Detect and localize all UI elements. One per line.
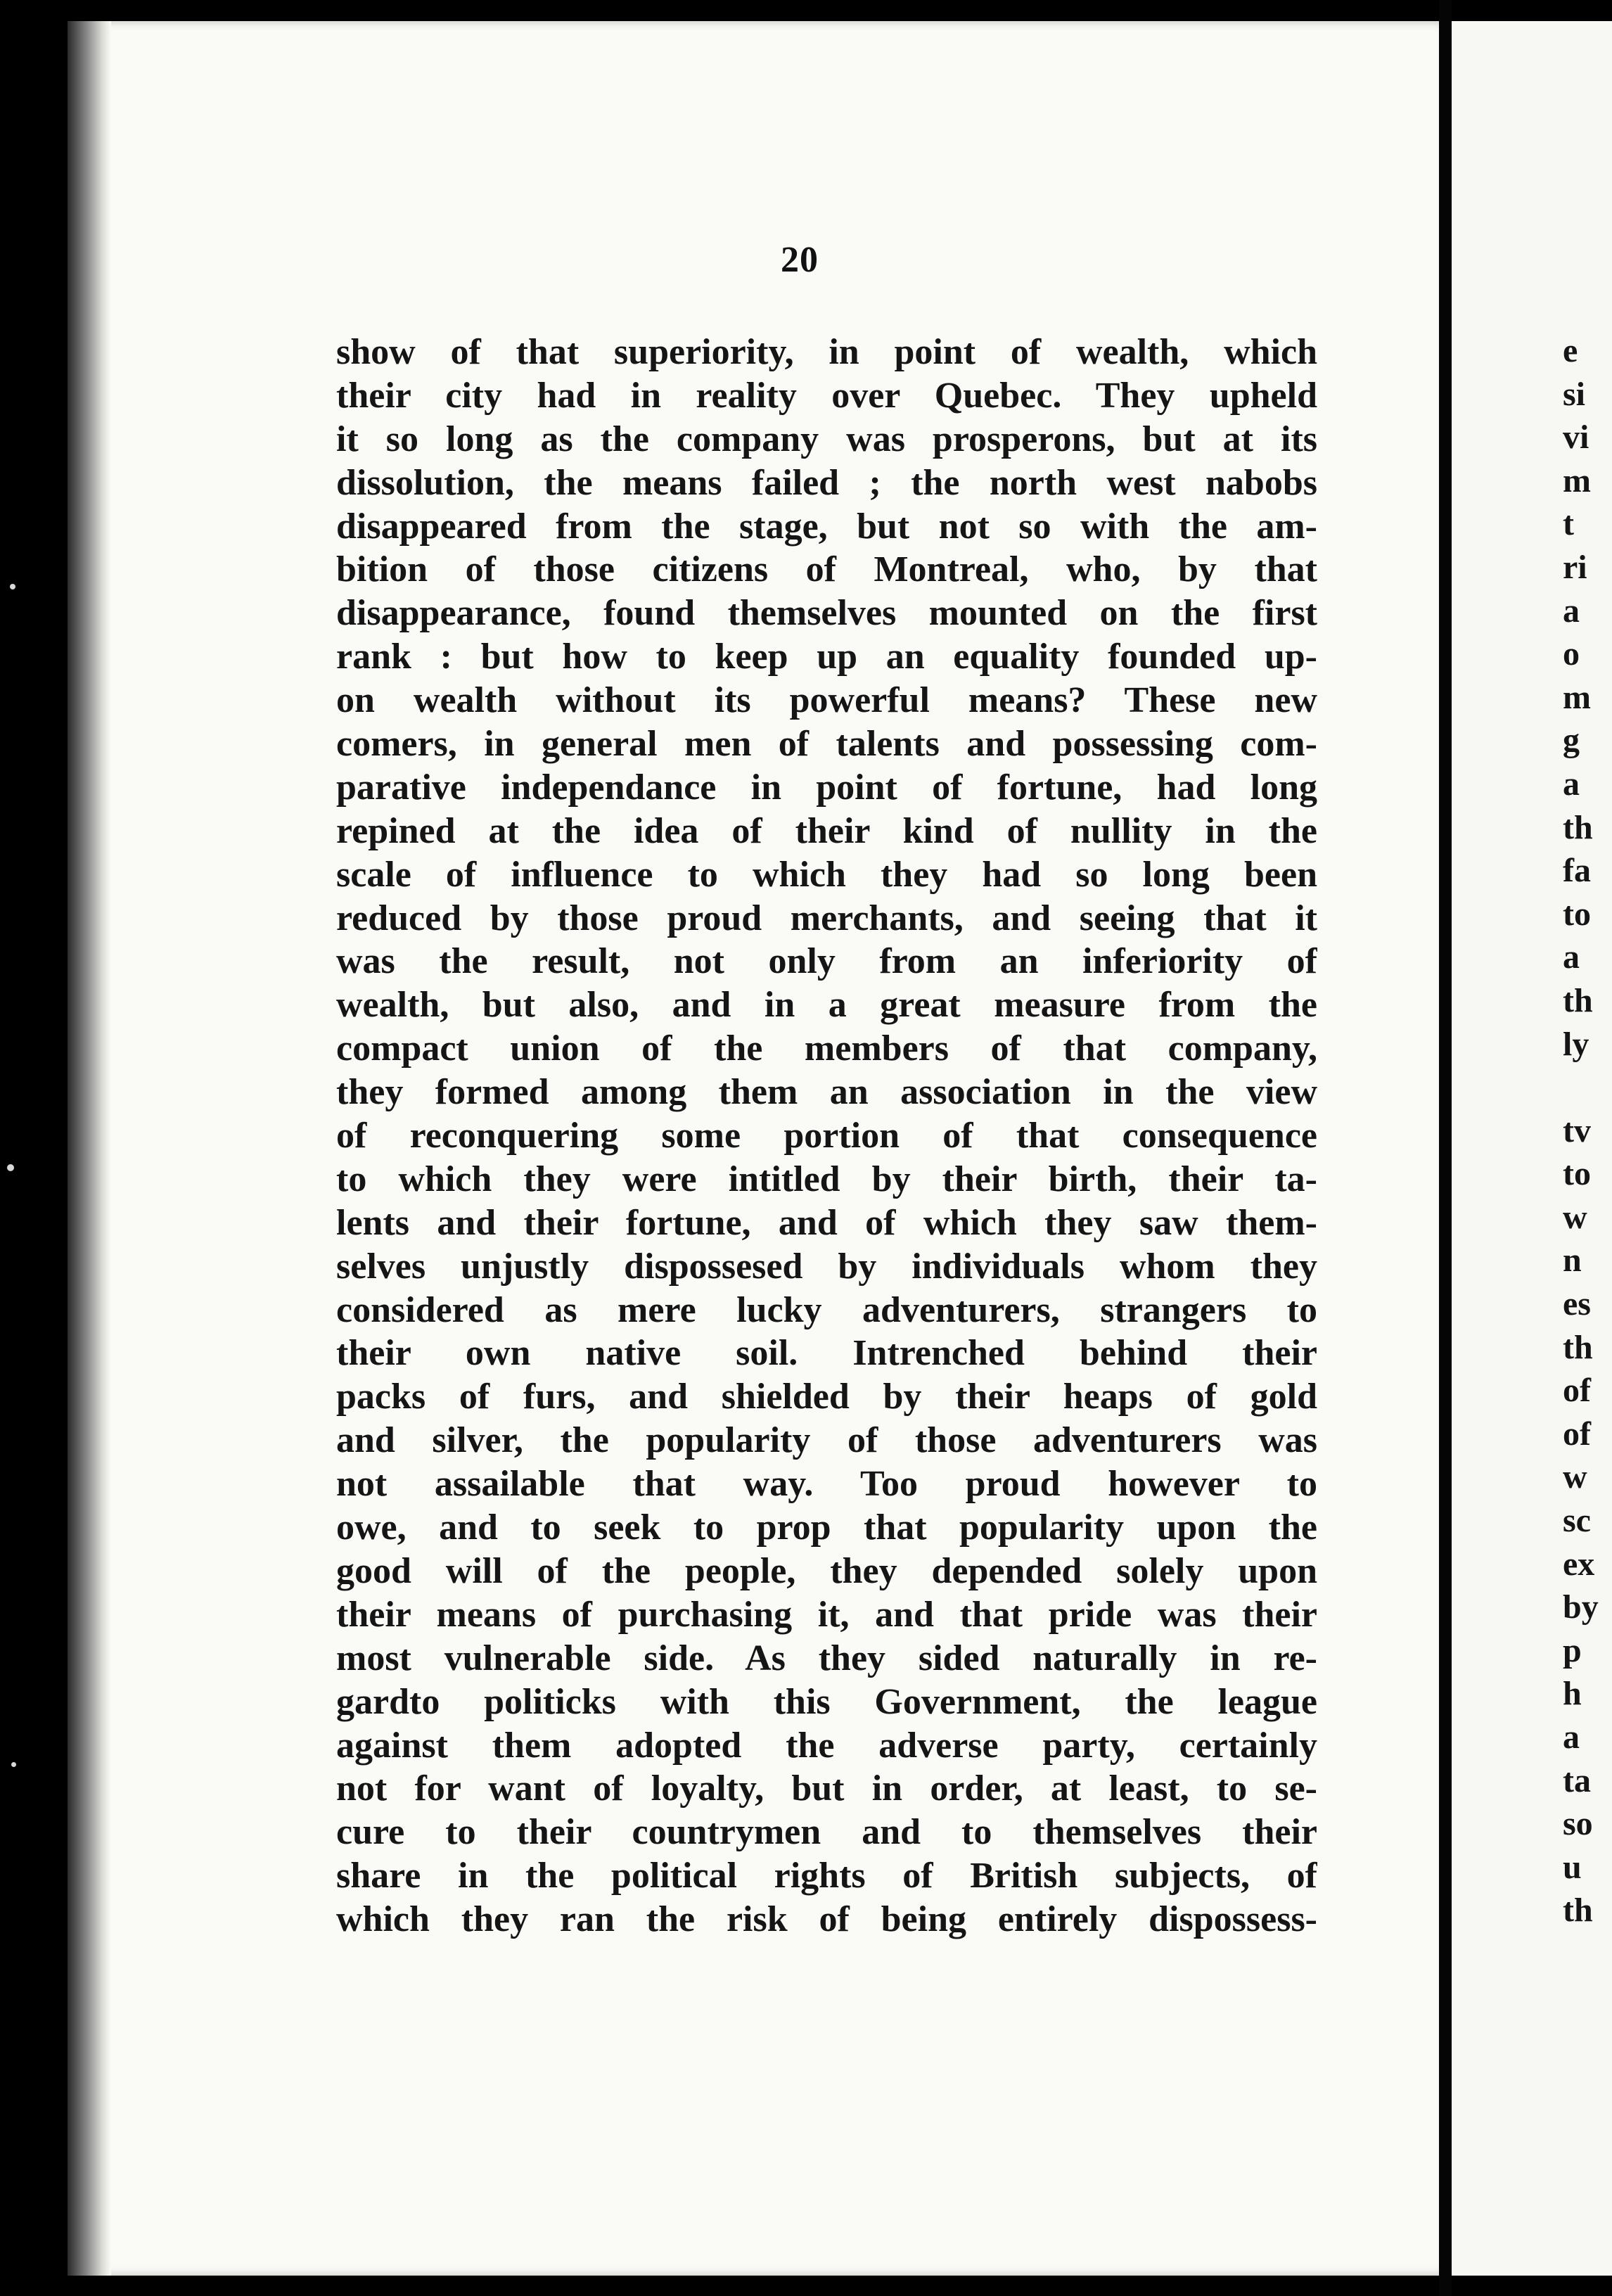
facing-page-fragment: t xyxy=(1563,505,1574,543)
facing-page-fragment: g xyxy=(1563,722,1580,760)
text-line: dissolution, the means failed ; the north west nabobs xyxy=(336,462,1317,503)
text-line: comers, in general men of talents and possessing com- xyxy=(336,724,1317,765)
facing-page-fragment: u xyxy=(1563,1848,1582,1886)
facing-page-fragment: ly xyxy=(1563,1025,1589,1063)
facing-page-fragment: e xyxy=(1563,332,1578,369)
facing-page-fragment: es xyxy=(1563,1285,1591,1323)
text-line: it so long as the company was prosperons, but at its xyxy=(336,419,1317,459)
facing-page-fragment: ta xyxy=(1563,1761,1591,1799)
text-line: and silver, the popularity of those adventurers was xyxy=(336,1420,1317,1461)
facing-page-fragment: vi xyxy=(1563,419,1589,457)
facing-page-text xyxy=(1563,329,1612,1932)
text-line: packs of furs, and shielded by their heaps of gold xyxy=(336,1377,1317,1417)
text-line: rank : but how to keep up an equality founded up- xyxy=(336,637,1317,677)
facing-page-fragment: m xyxy=(1563,678,1591,716)
text-line: not for want of loyalty, but in order, at least, to se- xyxy=(336,1768,1317,1809)
text-line: repined at the idea of their kind of nullity in the xyxy=(336,810,1317,851)
text-line: show of that superiority, in point of wealth, which xyxy=(336,332,1317,372)
facing-page-fragment: n xyxy=(1563,1242,1582,1280)
facing-page-fragment: ex xyxy=(1563,1545,1595,1583)
text-line: gardto politicks with this Government, the league xyxy=(336,1681,1317,1722)
scan-speck xyxy=(7,1164,14,1171)
facing-page-fragment: th xyxy=(1563,1328,1593,1366)
text-line: scale of influence to which they had so long been xyxy=(336,854,1317,895)
facing-page-fragment: w xyxy=(1563,1458,1587,1496)
text-line: disappeared from the stage, but not so with the am- xyxy=(336,506,1317,547)
facing-page-fragment: so xyxy=(1563,1805,1593,1843)
text-line: against them adopted the adverse party, certainly xyxy=(336,1725,1317,1766)
text-line: they formed among them an association in the view xyxy=(336,1072,1317,1113)
binding-shadow xyxy=(68,21,111,2276)
facing-page-fragment: to xyxy=(1563,895,1591,933)
facing-page-fragment: o xyxy=(1563,635,1580,673)
text-line: good will of the people, they depended solely upon xyxy=(336,1550,1317,1591)
facing-page-fragment: of xyxy=(1563,1372,1591,1410)
page-gutter xyxy=(1439,0,1452,2296)
text-line: selves unjustly dispossesed by individuals whom they xyxy=(336,1246,1317,1287)
text-line: on wealth without its powerful means? These new xyxy=(336,680,1317,721)
facing-page-fragment: th xyxy=(1563,808,1593,846)
text-line: to which they were intitled by their birth, their ta- xyxy=(336,1159,1317,1199)
text-line: disappearance, found themselves mounted on the first xyxy=(336,593,1317,634)
facing-page-fragment: sc xyxy=(1563,1502,1591,1540)
facing-page-fragment: th xyxy=(1563,981,1593,1019)
text-line: which they ran the risk of being entirely dispossess- xyxy=(336,1899,1317,1940)
text-line: compact union of the members of that company, xyxy=(336,1028,1317,1069)
text-line: not assailable that way. Too proud however to xyxy=(336,1464,1317,1505)
facing-page-fragment: p xyxy=(1563,1631,1582,1669)
text-line: wealth, but also, and in a great measure from the xyxy=(336,985,1317,1026)
facing-page-fragment: tv xyxy=(1563,1111,1591,1149)
text-line: parative independance in point of fortune, had long xyxy=(336,767,1317,808)
text-line: share in the political rights of British subjects, of xyxy=(336,1856,1317,1896)
text-line: their city had in reality over Quebec. They upheld xyxy=(336,375,1317,416)
facing-page-fragment: h xyxy=(1563,1675,1582,1713)
text-line: reduced by those proud merchants, and seeing that it xyxy=(336,898,1317,938)
facing-page-fragment: a xyxy=(1563,592,1580,630)
facing-page-fragment: ri xyxy=(1563,548,1587,586)
text-line: was the result, not only from an inferiority of xyxy=(336,941,1317,982)
scan-speck xyxy=(11,1762,16,1767)
facing-page-fragment: to xyxy=(1563,1155,1591,1193)
text-line: their own native soil. Intrenched behind their xyxy=(336,1333,1317,1374)
text-line: lents and their fortune, and of which they saw them- xyxy=(336,1202,1317,1243)
scan-speck xyxy=(10,584,15,589)
text-line: most vulnerable side. As they sided naturally in re- xyxy=(336,1638,1317,1678)
facing-page-fragment: w xyxy=(1563,1198,1587,1236)
facing-page-fragment: by xyxy=(1563,1588,1599,1626)
facing-page-fragment: a xyxy=(1563,765,1580,803)
facing-page-fragment: of xyxy=(1563,1415,1591,1453)
text-line: owe, and to seek to prop that popularity upon the xyxy=(336,1507,1317,1548)
facing-page-fragment: m xyxy=(1563,461,1591,499)
page-number: 20 xyxy=(781,240,819,280)
facing-page-fragment: a xyxy=(1563,938,1580,976)
facing-page-fragment xyxy=(1563,1066,1612,1109)
facing-page-fragment: si xyxy=(1563,375,1586,413)
body-text xyxy=(336,331,1317,1941)
text-line: considered as mere lucky adventurers, strangers to xyxy=(336,1289,1317,1330)
facing-page-fragment: th xyxy=(1563,1892,1593,1930)
text-line: of reconquering some portion of that consequence xyxy=(336,1116,1317,1156)
text-line: bition of those citizens of Montreal, who, by that xyxy=(336,549,1317,590)
facing-page-fragment: a xyxy=(1563,1718,1580,1756)
text-line: their means of purchasing it, and that pride was their xyxy=(336,1594,1317,1635)
text-line: cure to their countrymen and to themselves their xyxy=(336,1812,1317,1853)
facing-page-fragment: fa xyxy=(1563,852,1591,890)
